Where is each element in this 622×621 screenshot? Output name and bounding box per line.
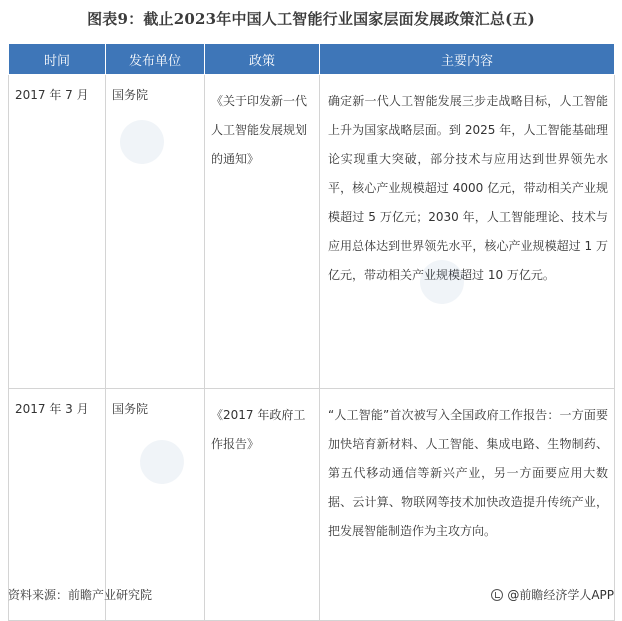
brand-label: @前瞻经济学人APP bbox=[507, 588, 614, 602]
table-row bbox=[9, 75, 615, 389]
page-title: 图表9：截止2023年中国人工智能行业国家层面发展政策汇总(五) bbox=[87, 10, 535, 28]
brand-credit bbox=[491, 586, 614, 603]
cell-time: 2017 年 7 月 bbox=[9, 75, 106, 389]
cell-time: 2017 年 3 月 bbox=[9, 389, 106, 621]
brand-logo-icon bbox=[491, 589, 503, 601]
cell-policy: 《2017 年政府工作报告》 bbox=[205, 389, 320, 621]
cell-org: 国务院 bbox=[106, 75, 205, 389]
header-org: 发布单位 bbox=[106, 44, 205, 75]
policy-table bbox=[8, 43, 615, 621]
cell-policy: 《关于印发新一代人工智能发展规划的通知》 bbox=[205, 75, 320, 389]
cell-content: “人工智能”首次被写入全国政府工作报告：一方面要加快培育新材料、人工智能、集成电路、生物制药、第五代移动通信等新兴产业，另一方面要应用大数据、云计算、物联网等技术加快改造提升传统产业，把发展智能制造作为主攻方向。 bbox=[320, 389, 615, 621]
source-note: 资料来源：前瞻产业研究院 bbox=[8, 588, 153, 602]
header-content: 主要内容 bbox=[320, 44, 615, 75]
cell-content: 确定新一代人工智能发展三步走战略目标，人工智能上升为国家战略层面。到 2025 年，人工智能基础理论实现重大突破，部分技术与应用达到世界领先水平，核心产业规模超过 4000 亿元，带动相关产业规模超过 5 万亿元；2030 年，人工智能理论、技术与应用总体达到世界领先水平，核心产业规模超过 1 万亿元，带动相关产业规模超过 10 万亿元。 bbox=[320, 75, 615, 389]
footer bbox=[0, 583, 622, 609]
header-time: 时间 bbox=[9, 44, 106, 75]
cell-org: 国务院 bbox=[106, 389, 205, 621]
table-header-row bbox=[9, 44, 615, 75]
header-policy: 政策 bbox=[205, 44, 320, 75]
